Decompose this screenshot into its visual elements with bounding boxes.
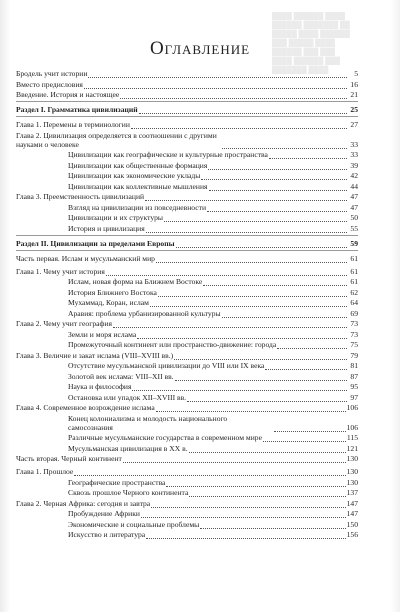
toc-page-number: 95 bbox=[350, 382, 358, 391]
toc-subentry-label: Земли и моря ислама bbox=[68, 329, 137, 339]
toc-page-number: 79 bbox=[350, 350, 358, 360]
toc-page-number: 16 bbox=[350, 79, 358, 89]
toc-page-number: 25 bbox=[350, 105, 358, 114]
leader-dots bbox=[164, 215, 347, 222]
toc-subentry[interactable] bbox=[16, 213, 358, 222]
leader-dots bbox=[156, 405, 346, 412]
toc-subentry[interactable] bbox=[16, 520, 358, 529]
toc-subentry-label: История и цивилизация bbox=[68, 223, 145, 233]
toc-subentry-label: Отсутствие мусульманской цивилизации до VIII или IX века bbox=[68, 361, 265, 370]
toc-page-number: 130 bbox=[346, 477, 358, 487]
toc-subentry-label: Цивилизации как экономические уклады bbox=[68, 171, 201, 180]
leader-dots bbox=[151, 501, 345, 508]
toc-subentry[interactable] bbox=[16, 488, 358, 497]
toc-subentry-label: Золотой век ислама: VIII–XII вв. bbox=[68, 371, 174, 381]
toc-part-label: Часть первая. Ислам и мусульманский мир bbox=[16, 253, 155, 263]
toc-subentry-label: Географические пространства bbox=[68, 477, 166, 487]
toc-page-number: 62 bbox=[350, 287, 358, 297]
leader-dots bbox=[222, 142, 347, 149]
toc-subentry-label: Искусство и литература bbox=[68, 530, 146, 539]
toc-page-number: 87 bbox=[350, 371, 358, 381]
toc-subentry-label: Цивилизации как коллективные мышления bbox=[68, 181, 208, 191]
toc-page-number: 59 bbox=[350, 238, 358, 248]
toc-subentry-label: Наука и философия bbox=[68, 382, 132, 391]
leader-dots bbox=[187, 395, 347, 402]
leader-dots bbox=[146, 226, 347, 233]
toc-entry[interactable] bbox=[16, 69, 358, 78]
toc-page-number: 33 bbox=[350, 139, 358, 149]
toc-subentry[interactable] bbox=[16, 288, 358, 297]
toc-entry[interactable] bbox=[16, 499, 358, 508]
toc-subentry-label: Аравия: проблема урбанизированной культуры bbox=[68, 308, 221, 318]
leader-dots bbox=[84, 82, 347, 89]
toc-subentry[interactable] bbox=[16, 150, 358, 159]
toc-entry[interactable] bbox=[16, 403, 358, 412]
toc-subentry-label: Пробуждение Африки bbox=[68, 509, 140, 518]
toc-page-number: 55 bbox=[350, 223, 358, 233]
toc-section[interactable] bbox=[16, 105, 358, 114]
toc-subentry-label: Цивилизации и их структуры bbox=[68, 213, 164, 222]
toc-subentry-label: Промежуточный континент или пространство-движение: города bbox=[68, 340, 277, 349]
toc-subentry[interactable] bbox=[16, 298, 358, 307]
toc-entry-label: Глава 1. Перемены в терминологии bbox=[16, 120, 130, 129]
toc-subentry[interactable] bbox=[16, 309, 358, 318]
leader-dots bbox=[141, 511, 346, 518]
toc-entry-label: Глава 1. Прошлое bbox=[16, 467, 74, 476]
leader-dots bbox=[269, 152, 347, 159]
toc-subentry-label: Мухаммад, Коран, ислам bbox=[68, 298, 149, 307]
toc-entry-label: Глава 1. Чему учит история bbox=[16, 266, 105, 276]
toc-subentry-label: Сквозь прошлое Черного континента bbox=[68, 488, 189, 497]
leader-dots bbox=[137, 332, 347, 339]
toc-section-label: Раздел II. Цивилизации за пределами Европы bbox=[16, 238, 175, 248]
page-title: Оглавление bbox=[149, 38, 251, 59]
leader-dots bbox=[274, 425, 346, 432]
toc-page-number: 130 bbox=[346, 467, 358, 476]
toc-page-number: 137 bbox=[346, 488, 358, 497]
toc-page-number: 61 bbox=[350, 266, 358, 276]
leader-dots bbox=[123, 456, 346, 463]
toc-page-number: 39 bbox=[350, 160, 358, 170]
toc-page-number: 147 bbox=[346, 509, 358, 518]
toc-page-number: 47 bbox=[350, 192, 358, 201]
toc-subentry-label: Мусульманская цивилизация в XX в. bbox=[68, 443, 188, 453]
toc-subentry[interactable] bbox=[16, 277, 358, 286]
toc-subentry-label: Цивилизации как географические и культурные пространства bbox=[68, 150, 268, 159]
toc-page-number: 106 bbox=[346, 422, 358, 432]
table-of-contents bbox=[16, 69, 358, 541]
toc-page-number: 75 bbox=[350, 340, 358, 349]
leader-dots bbox=[158, 290, 347, 297]
toc-subentry[interactable] bbox=[16, 171, 358, 180]
toc-subentry[interactable] bbox=[16, 224, 358, 233]
leader-dots bbox=[131, 122, 347, 129]
toc-section[interactable] bbox=[16, 239, 358, 248]
toc-entry[interactable] bbox=[16, 467, 358, 476]
toc-page-number: 106 bbox=[346, 403, 358, 412]
toc-entry-label: Глава 2. Цивилизация определяется в соотношении с другими науками о человеке bbox=[16, 130, 217, 149]
leader-dots bbox=[88, 71, 347, 78]
leader-dots bbox=[113, 321, 347, 328]
toc-subentry-label: Ислам, новая форма на Ближнем Востоке bbox=[68, 277, 203, 286]
toc-page-number: 21 bbox=[350, 90, 358, 99]
toc-subentry-label: Взгляд на цивилизации из повседневности bbox=[68, 202, 207, 212]
toc-subentry[interactable] bbox=[16, 372, 358, 381]
section-divider bbox=[16, 116, 358, 117]
toc-subentry[interactable] bbox=[16, 530, 358, 539]
section-divider bbox=[16, 101, 358, 102]
toc-page-number: 73 bbox=[350, 329, 358, 339]
toc-page-number: 27 bbox=[350, 120, 358, 129]
toc-subentry[interactable] bbox=[16, 509, 358, 518]
section-divider bbox=[16, 235, 358, 236]
leader-dots bbox=[132, 384, 347, 391]
toc-page-number: 33 bbox=[350, 150, 358, 159]
leader-dots bbox=[146, 532, 345, 539]
leader-dots bbox=[120, 92, 347, 99]
leader-dots bbox=[203, 279, 347, 286]
toc-page-number: 156 bbox=[346, 530, 358, 539]
leader-dots bbox=[139, 107, 347, 114]
toc-page-number: 73 bbox=[350, 319, 358, 328]
toc-subentry[interactable] bbox=[16, 444, 358, 453]
toc-entry[interactable] bbox=[16, 319, 358, 328]
toc-subentry[interactable] bbox=[16, 382, 358, 391]
toc-subentry[interactable] bbox=[16, 340, 358, 349]
toc-page-number: 97 bbox=[350, 392, 358, 402]
toc-entry[interactable] bbox=[16, 120, 358, 129]
toc-page-number: 64 bbox=[350, 298, 358, 307]
leader-dots bbox=[176, 241, 347, 248]
toc-entry-label: Введение. История и настоящее bbox=[16, 90, 120, 99]
leader-dots bbox=[189, 490, 345, 497]
leader-dots bbox=[207, 205, 347, 212]
leader-dots bbox=[200, 522, 345, 529]
toc-entry-label: Глава 3. Преемственность цивилизаций bbox=[16, 192, 145, 201]
toc-page-number: 61 bbox=[350, 277, 358, 286]
leader-dots bbox=[208, 163, 347, 170]
leader-dots bbox=[201, 173, 347, 180]
toc-part[interactable] bbox=[16, 454, 358, 463]
toc-section-label: Раздел I. Грамматика цивилизаций bbox=[16, 105, 138, 114]
toc-subentry[interactable] bbox=[16, 478, 358, 487]
toc-page-number: 44 bbox=[350, 181, 358, 191]
leader-dots bbox=[145, 194, 347, 201]
leader-dots bbox=[150, 300, 347, 307]
toc-entry-label: Вместо предисловия bbox=[16, 79, 83, 89]
toc-subentry[interactable] bbox=[16, 393, 358, 402]
toc-subentry[interactable] bbox=[16, 361, 358, 370]
toc-subentry-label: Конец колониализма и молодость национального самосознания bbox=[68, 413, 228, 432]
toc-subentry[interactable] bbox=[16, 203, 358, 212]
toc-page-number: 121 bbox=[346, 443, 358, 453]
toc-page-number: 150 bbox=[346, 519, 358, 529]
toc-subentry-label: Экономические и социальные проблемы bbox=[68, 519, 200, 529]
leader-dots bbox=[156, 256, 347, 263]
toc-entry[interactable] bbox=[16, 80, 358, 89]
toc-page-number: 50 bbox=[350, 213, 358, 222]
toc-page-number: 5 bbox=[354, 69, 358, 78]
leader-dots bbox=[209, 184, 347, 191]
toc-entry-label: Глава 4. Современное возрождение ислама bbox=[16, 403, 155, 412]
toc-part[interactable] bbox=[16, 254, 358, 263]
leader-dots bbox=[265, 363, 347, 370]
leader-dots bbox=[277, 342, 347, 349]
leader-dots bbox=[175, 374, 347, 381]
toc-part-label: Часть вторая. Черный континент bbox=[16, 454, 122, 463]
toc-subentry-label: История Ближнего Востока bbox=[68, 287, 157, 297]
toc-subentry[interactable] bbox=[16, 182, 358, 191]
toc-page-number: 147 bbox=[346, 498, 358, 508]
toc-entry-label: Глава 2. Черная Африка: сегодня и завтра bbox=[16, 498, 151, 508]
toc-subentry[interactable] bbox=[16, 414, 358, 432]
toc-subentry[interactable] bbox=[16, 161, 358, 170]
toc-entry-label: Бродель учит истории bbox=[16, 69, 88, 78]
toc-page-number: 130 bbox=[346, 454, 358, 463]
toc-entry[interactable] bbox=[16, 192, 358, 201]
toc-entry-label: Глава 3. Величие и закат ислама (VIII–XVIII вв.) bbox=[16, 350, 174, 360]
toc-page-number: 81 bbox=[350, 361, 358, 370]
toc-page-number: 61 bbox=[350, 253, 358, 263]
toc-page-number: 115 bbox=[346, 433, 358, 442]
leader-dots bbox=[166, 480, 345, 487]
toc-entry[interactable] bbox=[16, 131, 358, 149]
toc-page-number: 47 bbox=[350, 202, 358, 212]
leader-dots bbox=[222, 311, 347, 318]
toc-entry[interactable] bbox=[16, 267, 358, 276]
leader-dots bbox=[106, 269, 347, 276]
toc-subentry[interactable] bbox=[16, 330, 358, 339]
toc-subentry[interactable] bbox=[16, 433, 358, 442]
section-divider bbox=[16, 250, 358, 251]
leader-dots bbox=[74, 469, 345, 476]
leader-dots bbox=[174, 353, 347, 360]
toc-entry-label: Глава 2. Чему учит география bbox=[16, 319, 112, 328]
leader-dots bbox=[189, 446, 346, 453]
toc-page-number: 69 bbox=[350, 308, 358, 318]
toc-subentry-label: Цивилизации как общественные формация bbox=[68, 160, 208, 170]
toc-entry[interactable] bbox=[16, 351, 358, 360]
toc-subentry-label: Остановка или упадок XII–XVIII вв. bbox=[68, 392, 187, 402]
leader-dots bbox=[263, 435, 346, 442]
toc-page-number: 42 bbox=[350, 171, 358, 180]
toc-entry[interactable] bbox=[16, 90, 358, 99]
facing-page-bleed-through: ████ ██████ ████ ██████ ███████ ██ █████ ████ ██████ ███ █████ ████ ██████ ███ ███ ████ ██████ ███ ███████ ████ bbox=[272, 12, 350, 74]
toc-subentry-label: Различные мусульманские государства в современном мире bbox=[68, 433, 262, 442]
